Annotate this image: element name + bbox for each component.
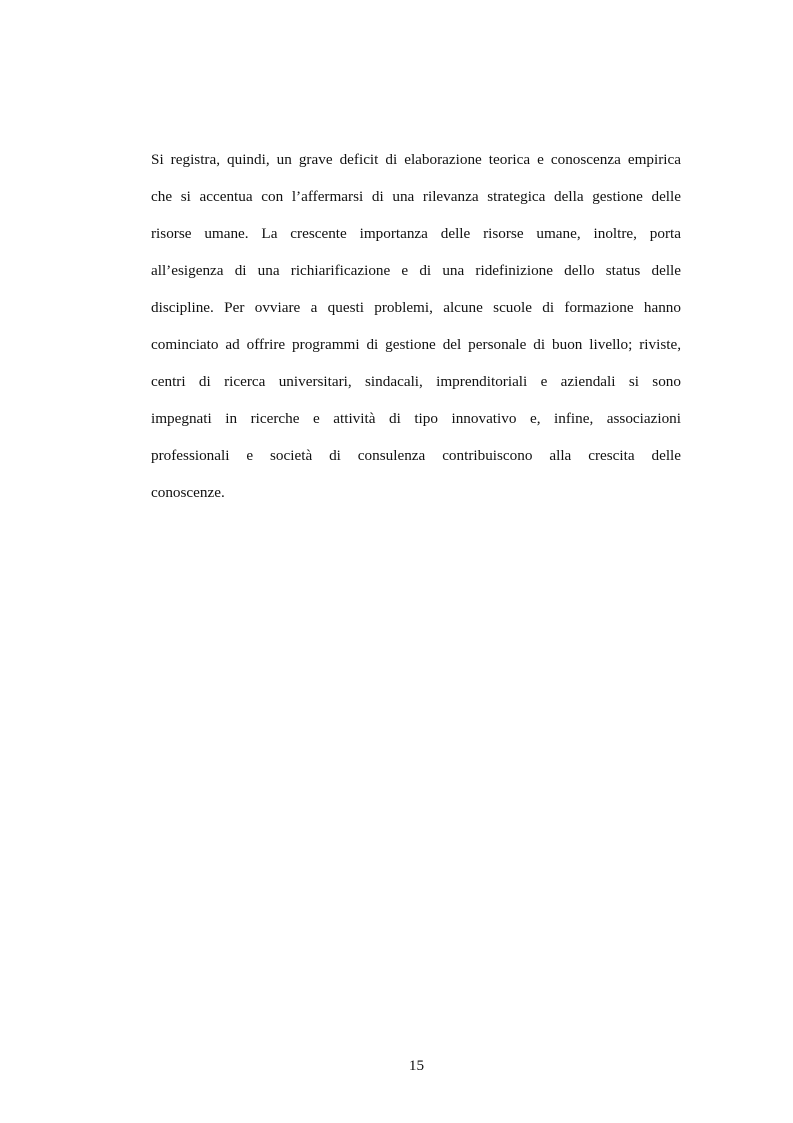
paragraph-line-9: professionali e società di consulenza contribuiscono alla crescita delle (151, 447, 681, 464)
paragraph-line-2: che si accentua con l’affermarsi di una rilevanza strategica della gestione delle (151, 188, 681, 205)
paragraph-line-5: discipline. Per ovviare a questi problemi, alcune scuole di formazione hanno (151, 299, 681, 316)
paragraph-line-7: centri di ricerca universitari, sindacali, imprenditoriali e aziendali si sono (151, 373, 681, 390)
body-paragraph (151, 146, 681, 516)
paragraph-line-3: risorse umane. La crescente importanza delle risorse umane, inoltre, porta (151, 225, 681, 242)
paragraph-line-4: all’esigenza di una richiarificazione e di una ridefinizione dello status delle (151, 262, 681, 279)
paragraph-line-6: cominciato ad offrire programmi di gestione del personale di buon livello; riviste, (151, 336, 681, 353)
page-number: 15 (408, 1057, 425, 1074)
paragraph-line-1: Si registra, quindi, un grave deficit di elaborazione teorica e conoscenza empirica (151, 151, 681, 168)
paragraph-line-10: conoscenze. (151, 484, 225, 501)
paragraph-line-8: impegnati in ricerche e attività di tipo innovativo e, infine, associazioni (151, 410, 681, 427)
